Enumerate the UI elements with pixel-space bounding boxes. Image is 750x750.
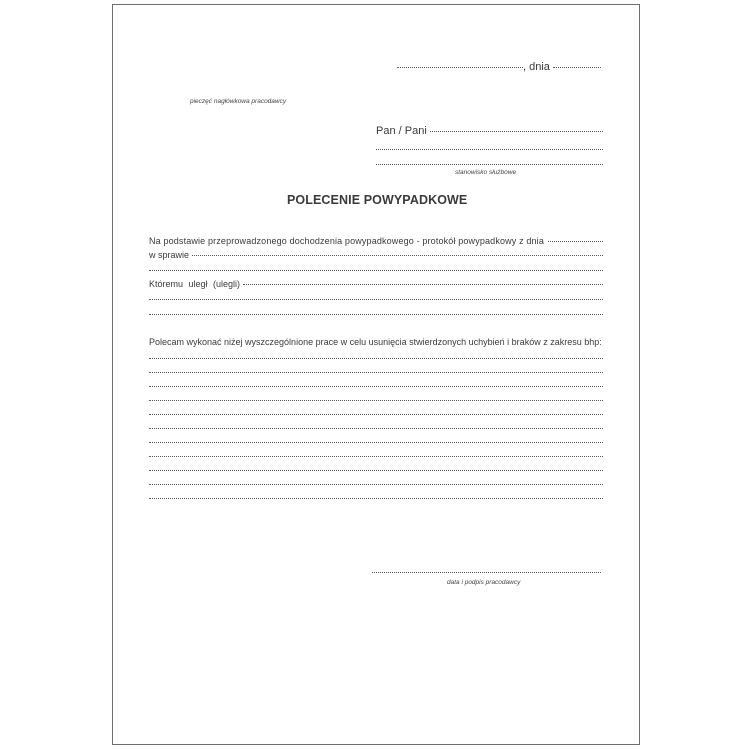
sprawie-label: w sprawie [149,250,190,260]
task-line[interactable] [149,414,603,415]
signature-label: data i podpis pracodawcy [447,579,521,586]
task-line[interactable] [149,372,603,373]
ktoremu-line-3[interactable] [149,314,603,315]
addressee-name-field[interactable] [430,131,603,132]
polecam-text: Polecam wykonać niżej wyszczególnione prace w celu usunięcia stwierdzonych uchybień i braków z zakresu bhp: [149,337,602,347]
ktoremu-label: Któremu uległ (ulegli) [149,279,241,289]
ktoremu-field[interactable] [243,284,603,285]
protocol-line [149,236,603,246]
task-line[interactable] [149,484,603,485]
addressee-line-3[interactable] [376,164,603,165]
page-title: POLECENIE POWYPADKOWE [287,193,468,207]
addressee-line [376,125,603,137]
protocol-date-field[interactable] [548,241,603,242]
addressee-label: Pan / Pani [376,125,427,137]
form-sheet [112,4,640,745]
stamp-label: pieczęć nagłówkowa pracodawcy [190,98,287,105]
place-field[interactable] [397,67,523,68]
ktoremu-line [149,279,603,289]
addressee-line-2[interactable] [376,149,603,150]
task-line[interactable] [149,386,603,387]
sprawie-line [149,250,603,260]
position-label: stanowisko służbowe [455,169,517,176]
sprawie-line-2[interactable] [149,270,603,271]
sprawie-field[interactable] [192,255,603,256]
task-line[interactable] [149,470,603,471]
task-line[interactable] [149,428,603,429]
date-field[interactable] [553,67,601,68]
protocol-text: Na podstawie przeprowadzonego dochodzenia powypadkowego - protokół powypadkowy z dnia [149,236,544,246]
ktoremu-line-2[interactable] [149,299,603,300]
signature-field[interactable] [372,572,601,573]
date-separator: , dnia [523,61,550,73]
task-line[interactable] [149,498,603,499]
task-line[interactable] [149,456,603,457]
place-date-line [397,61,601,73]
task-line[interactable] [149,400,603,401]
task-line[interactable] [149,442,603,443]
task-line[interactable] [149,358,603,359]
